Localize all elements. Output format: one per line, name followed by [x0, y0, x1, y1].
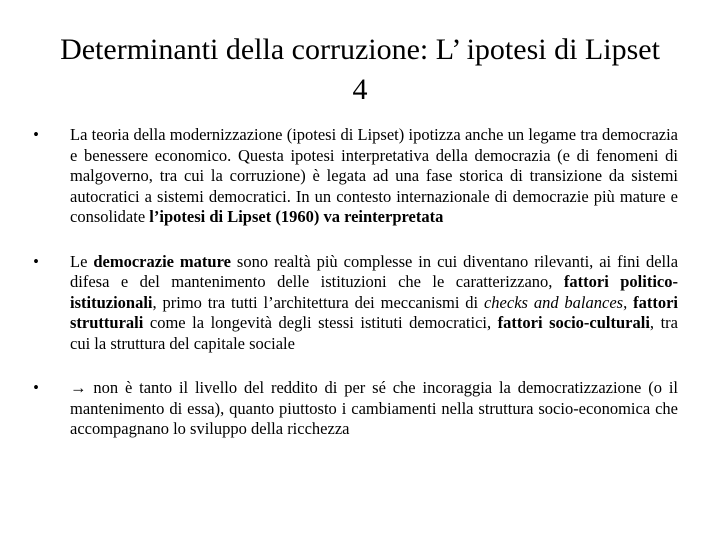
- text-segment: La teoria della modernizzazione (ipotesi di Lipset) ipotizza anche un legame tra democrazia e benessere economico. Questa ipotesi interpretativa della democrazia (e di fenomeni di malgoverno, tra cui la corruzione) è legata ad una fase storica di transizione da sistemi autocratici a sistemi democratici. In un contesto internazionale di democrazie più mature e consolidate: [70, 125, 678, 226]
- text-segment: ,: [623, 292, 634, 312]
- bullet-item: [30, 252, 678, 355]
- bullet-item: [30, 378, 678, 440]
- text-segment: → non è tanto il livello del reddito di per sé che incoraggia la democratizzazione (o il mantenimento di essa), quanto piuttosto i cambiamenti nella struttura socio-economica che accompagnano lo sviluppo della ricchezza: [70, 378, 678, 438]
- bold-text: democrazie mature: [93, 251, 231, 271]
- bullet-marker: •: [33, 251, 39, 271]
- text-segment: , primo tra tutti l’architettura dei meccanismi di: [152, 292, 484, 312]
- bullet-marker: •: [33, 125, 39, 144]
- text-segment: come la longevità degli stessi istituti democratici,: [143, 313, 498, 332]
- bullet-item: [30, 125, 678, 228]
- italic-text: checks and balances: [483, 292, 624, 312]
- slide-title: Determinanti della corruzione: L’ ipotesi di Lipset 4: [60, 33, 660, 106]
- bold-text: fattori strutturali: [70, 292, 678, 332]
- bold-text: fattori socio-culturali: [497, 313, 650, 332]
- bullet-marker: •: [33, 378, 39, 397]
- text-segment: Le: [70, 251, 94, 271]
- text-segment: sono realtà più complesse in cui diventano rilevanti, ai fini della difesa e del mantenimento delle istituzioni che le caratterizzano,: [70, 251, 679, 291]
- bold-text: l’ipotesi di Lipset (1960) va reinterpretata: [149, 207, 444, 226]
- text-segment: , tra cui la struttura del capitale sociale: [70, 313, 678, 353]
- bold-text: fattori politico-istituzionali: [70, 272, 678, 312]
- bullet-list: [30, 125, 678, 440]
